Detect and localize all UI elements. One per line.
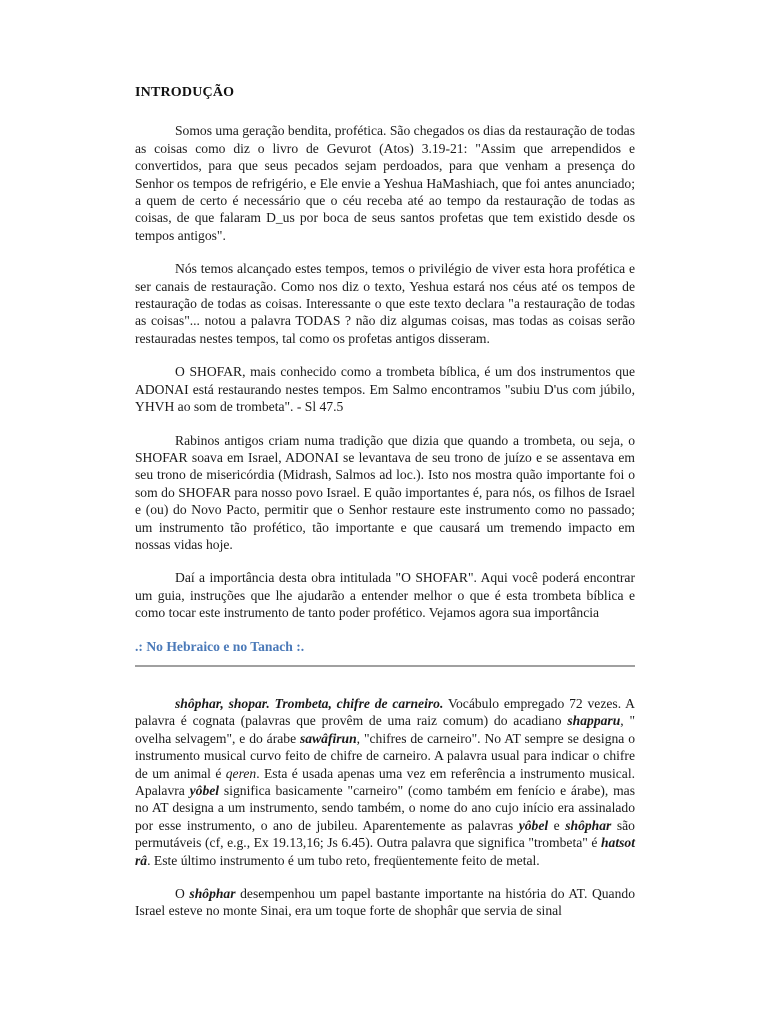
- text-segment: . Este último instrumento é um tubo reto, freqüentemente feito de metal.: [147, 852, 540, 868]
- paragraph-7: [135, 885, 635, 920]
- text-segment: , " ovelha selvagem", e do árabe: [135, 713, 635, 746]
- section-divider: [135, 665, 635, 667]
- text-segment: desempenhou um papel bastante importante na história do AT. Quando Israel esteve no monte Sinai, era um toque forte de shophâr que servia de sinal: [135, 886, 635, 919]
- page-title: INTRODUÇÃO: [135, 85, 235, 100]
- text-segment: Vocábulo empregado 72 vezes. A palavra é cognata (palavras que provêm de uma raiz comum) do acadiano: [135, 695, 635, 729]
- text-segment: significa basicamente "carneiro" (como também em fenício e árabe), mas no AT designa a um instrumento, sendo também, o nome do ano cujo início era assinalado por esse instrumento, o ano de jubileu. Aparentemente as palavras: [135, 783, 635, 833]
- text-segment: O: [175, 886, 190, 902]
- term-shophar-2: shôphar: [189, 886, 236, 902]
- term-sawafirun: sawâfirun: [300, 730, 357, 746]
- text-segment: e: [548, 817, 566, 833]
- text-segment: , "chifres de carneiro". No AT sempre se designa o instrumento musical curvo feito de chifre de carneiro. A palavra usual para indicar o chifre de um animal é: [135, 730, 636, 781]
- paragraph-5: Daí a importância desta obra intitulada "O SHOFAR". Aqui você poderá encontrar um guia, instruções que lhe ajudarão a entender melhor o que é esta trombeta bíblica e como tocar este instrumento de tanto poder profético. Vejamos agora sua importância: [135, 570, 635, 621]
- paragraph-6: [135, 695, 635, 869]
- document-page: [135, 84, 635, 920]
- paragraph-2: Nós temos alcançado estes tempos, temos o privilégio de viver esta hora profética e ser canais de restauração. Como nos diz o texto, Yeshua estará nos céus até os tempos de restauração de todas as coisas. Interessante o que este texto declara "a restauração de todas as coisas"... notou a palavra TODAS ? não diz algumas coisas, mas todas as coisas serão restauradas nestes tempos, tal como os profetas antigos disseram.: [135, 261, 635, 346]
- term-yobel-2: yôbel: [518, 817, 549, 833]
- term-hatsotra: hatsot râ: [135, 835, 635, 868]
- term-qeren: qeren: [225, 765, 257, 781]
- term-yobel: yôbel: [189, 783, 220, 798]
- term-shapparu: shapparu: [567, 713, 621, 729]
- text-segment: . Esta é usada apenas uma vez em referência a instrumento musical. Apalavra: [135, 765, 635, 798]
- term-shophar: shôphar: [565, 817, 612, 833]
- section-subheading: .: No Hebraico e no Tanach :.: [135, 638, 305, 654]
- text-segment: são permutáveis (cf, e.g., Ex 19.13,16; Js 6.45). Outra palavra que significa "trombeta" é: [135, 817, 635, 851]
- paragraph-4: Rabinos antigos criam numa tradição que dizia que quando a trombeta, ou seja, o SHOFAR soava em Israel, ADONAI se levantava de seu trono de juízo e se assentava em seu trono de misericórdia (Midrash, Salmos ad loc.). Isto nos mostra quão importante foi o som do SHOFAR para nosso povo Israel. E quão importantes é, para nós, os filhos de Israel e (ou) do Novo Pacto, permitir que o Senhor restaure este instrumento como no passado; um instrumento tão profético, tão importante e que causará um tremendo impacto em nossas vidas hoje.: [135, 432, 635, 552]
- paragraph-3: O SHOFAR, mais conhecido como a trombeta bíblica, é um dos instrumentos que ADONAI está restaurando nestes tempos. Em Salmo encontramos "subiu D'us com júbilo, YHVH ao som de trombeta". - Sl 47.5: [135, 364, 635, 415]
- term-shophar-definition: shôphar, shopar. Trombeta, chifre de carneiro.: [175, 695, 444, 711]
- paragraph-1: Somos uma geração bendita, profética. São chegados os dias da restauração de todas as coisas como diz o livro de Gevurot (Atos) 3.19-21: "Assim que arrependidos e convertidos, para que seus pecados sejam perdoados, para que venham a presença do Senhor os tempos de refrigério, e Ele envie a Yeshua HaMashiach, que foi antes anunciado; a quem de certo é necessário que o céu receba até ao tempo da restauração de todas as coisas, de que falaram D_us por boca de seus santos profetas que tem existido desde os tempos antigos".: [135, 123, 635, 243]
